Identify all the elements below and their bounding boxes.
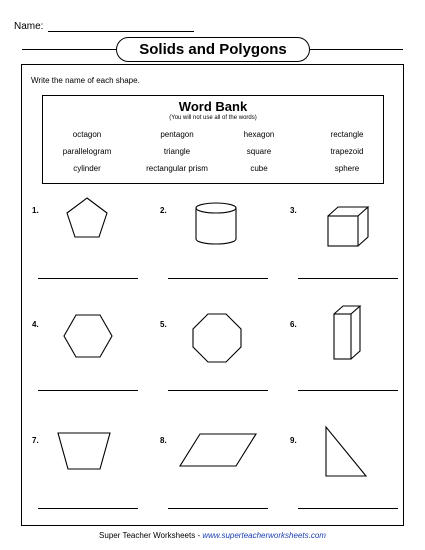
word-bank — [42, 95, 384, 184]
octagon-icon — [191, 312, 243, 364]
footer-link[interactable]: www.superteacherworksheets.com — [202, 531, 326, 540]
question-number: 3. — [290, 206, 297, 215]
word-bank-word: cube — [250, 164, 268, 173]
parallelogram-icon — [178, 432, 258, 468]
cylinder-icon — [193, 202, 239, 248]
question-number: 9. — [290, 436, 297, 445]
answer-line[interactable] — [38, 508, 138, 509]
word-bank-subtitle: (You will not use all of the words) — [169, 115, 257, 121]
footer — [0, 531, 425, 540]
question-number: 5. — [160, 320, 167, 329]
word-bank-title: Word Bank — [178, 99, 248, 114]
word-bank-word: square — [246, 147, 272, 156]
answer-line[interactable] — [38, 390, 138, 391]
question-number: 1. — [32, 206, 39, 215]
answer-line[interactable] — [298, 508, 398, 509]
answer-line[interactable] — [298, 390, 398, 391]
footer-text: Super Teacher Worksheets - — [99, 531, 203, 540]
question-number: 7. — [32, 436, 39, 445]
question-number: 8. — [160, 436, 167, 445]
cube-icon — [326, 206, 372, 252]
question-number: 2. — [160, 206, 167, 215]
page-title: Solids and Polygons — [116, 37, 310, 62]
name-label: Name: — [14, 21, 44, 32]
word-bank-word: trapezoid — [330, 147, 364, 156]
trapezoid-icon — [56, 430, 112, 472]
answer-line[interactable] — [168, 508, 268, 509]
word-bank-word: rectangle — [330, 130, 364, 139]
instruction-text: Write the name of each shape. — [31, 76, 140, 85]
word-bank-word: parallelogram — [62, 147, 112, 156]
pentagon-icon — [64, 196, 110, 242]
word-bank-word: rectangular prism — [146, 164, 208, 173]
answer-line[interactable] — [38, 278, 138, 279]
name-answer-line[interactable] — [48, 31, 194, 32]
word-bank-word: sphere — [334, 164, 360, 173]
answer-line[interactable] — [168, 390, 268, 391]
word-bank-word: octagon — [72, 130, 102, 139]
word-bank-word: pentagon — [160, 130, 194, 139]
answer-line[interactable] — [168, 278, 268, 279]
answer-line[interactable] — [298, 278, 398, 279]
question-number: 4. — [32, 320, 39, 329]
word-bank-word: hexagon — [243, 130, 275, 139]
rectangular-prism-icon — [332, 304, 362, 360]
word-bank-word: cylinder — [73, 164, 101, 173]
hexagon-icon — [62, 313, 114, 359]
word-bank-word: triangle — [163, 147, 191, 156]
triangle-icon — [323, 424, 369, 480]
question-number: 6. — [290, 320, 297, 329]
